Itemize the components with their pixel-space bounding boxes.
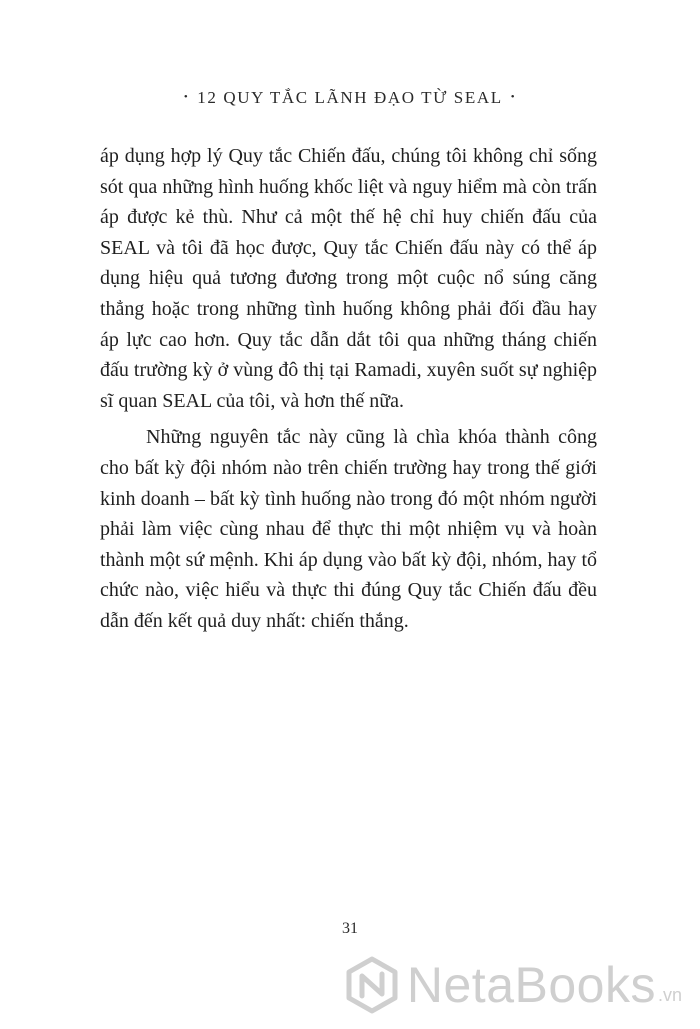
header-bullet-right: • <box>510 91 517 104</box>
watermark <box>345 944 682 1026</box>
page-number: 31 <box>342 920 358 937</box>
paragraph-1: áp dụng hợp lý Quy tắc Chiến đấu, chúng tôi không chỉ sống sót qua những hình huống khốc liệt và nguy hiểm mà còn trấn áp được kẻ thù. Như cả một thế hệ chỉ huy chiến đấu của SEAL và tôi đã học được, Quy tắc Chiến đấu này có thể áp dụng hiệu quả tương đương trong một cuộc nổ súng căng thẳng hoặc trong những tình huống không phải đối đầu hay áp lực cao hơn. Quy tắc dẫn dắt tôi qua những tháng chiến đấu trường kỳ ở vùng đô thị tại Ramadi, xuyên suốt sự nghiệp sĩ quan SEAL của tôi, và hơn thế nữa. <box>100 145 597 412</box>
body-text <box>100 141 597 637</box>
netabooks-logo-icon <box>345 956 399 1014</box>
header-bullet-left: • <box>183 91 190 104</box>
paragraph-2: Những nguyên tắc này cũng là chìa khóa thành công cho bất kỳ đội nhóm nào trên chiến trường hay trong thế giới kinh doanh – bất kỳ tình huống nào trong đó một nhóm người phải làm việc cùng nhau để thực thi một nhiệm vụ và hoàn thành một sứ mệnh. Khi áp dụng vào bất kỳ đội, nhóm, hay tổ chức nào, việc hiểu và thực thi đúng Quy tắc Chiến đấu đều dẫn đến kết quả duy nhất: chiến thắng. <box>100 426 597 632</box>
book-title: 12 QUY TẮC LÃNH ĐẠO TỪ SEAL <box>197 88 503 107</box>
watermark-tld: .vn <box>657 985 682 1005</box>
running-header <box>0 88 700 108</box>
watermark-brand: NetaBooks <box>406 957 656 1013</box>
